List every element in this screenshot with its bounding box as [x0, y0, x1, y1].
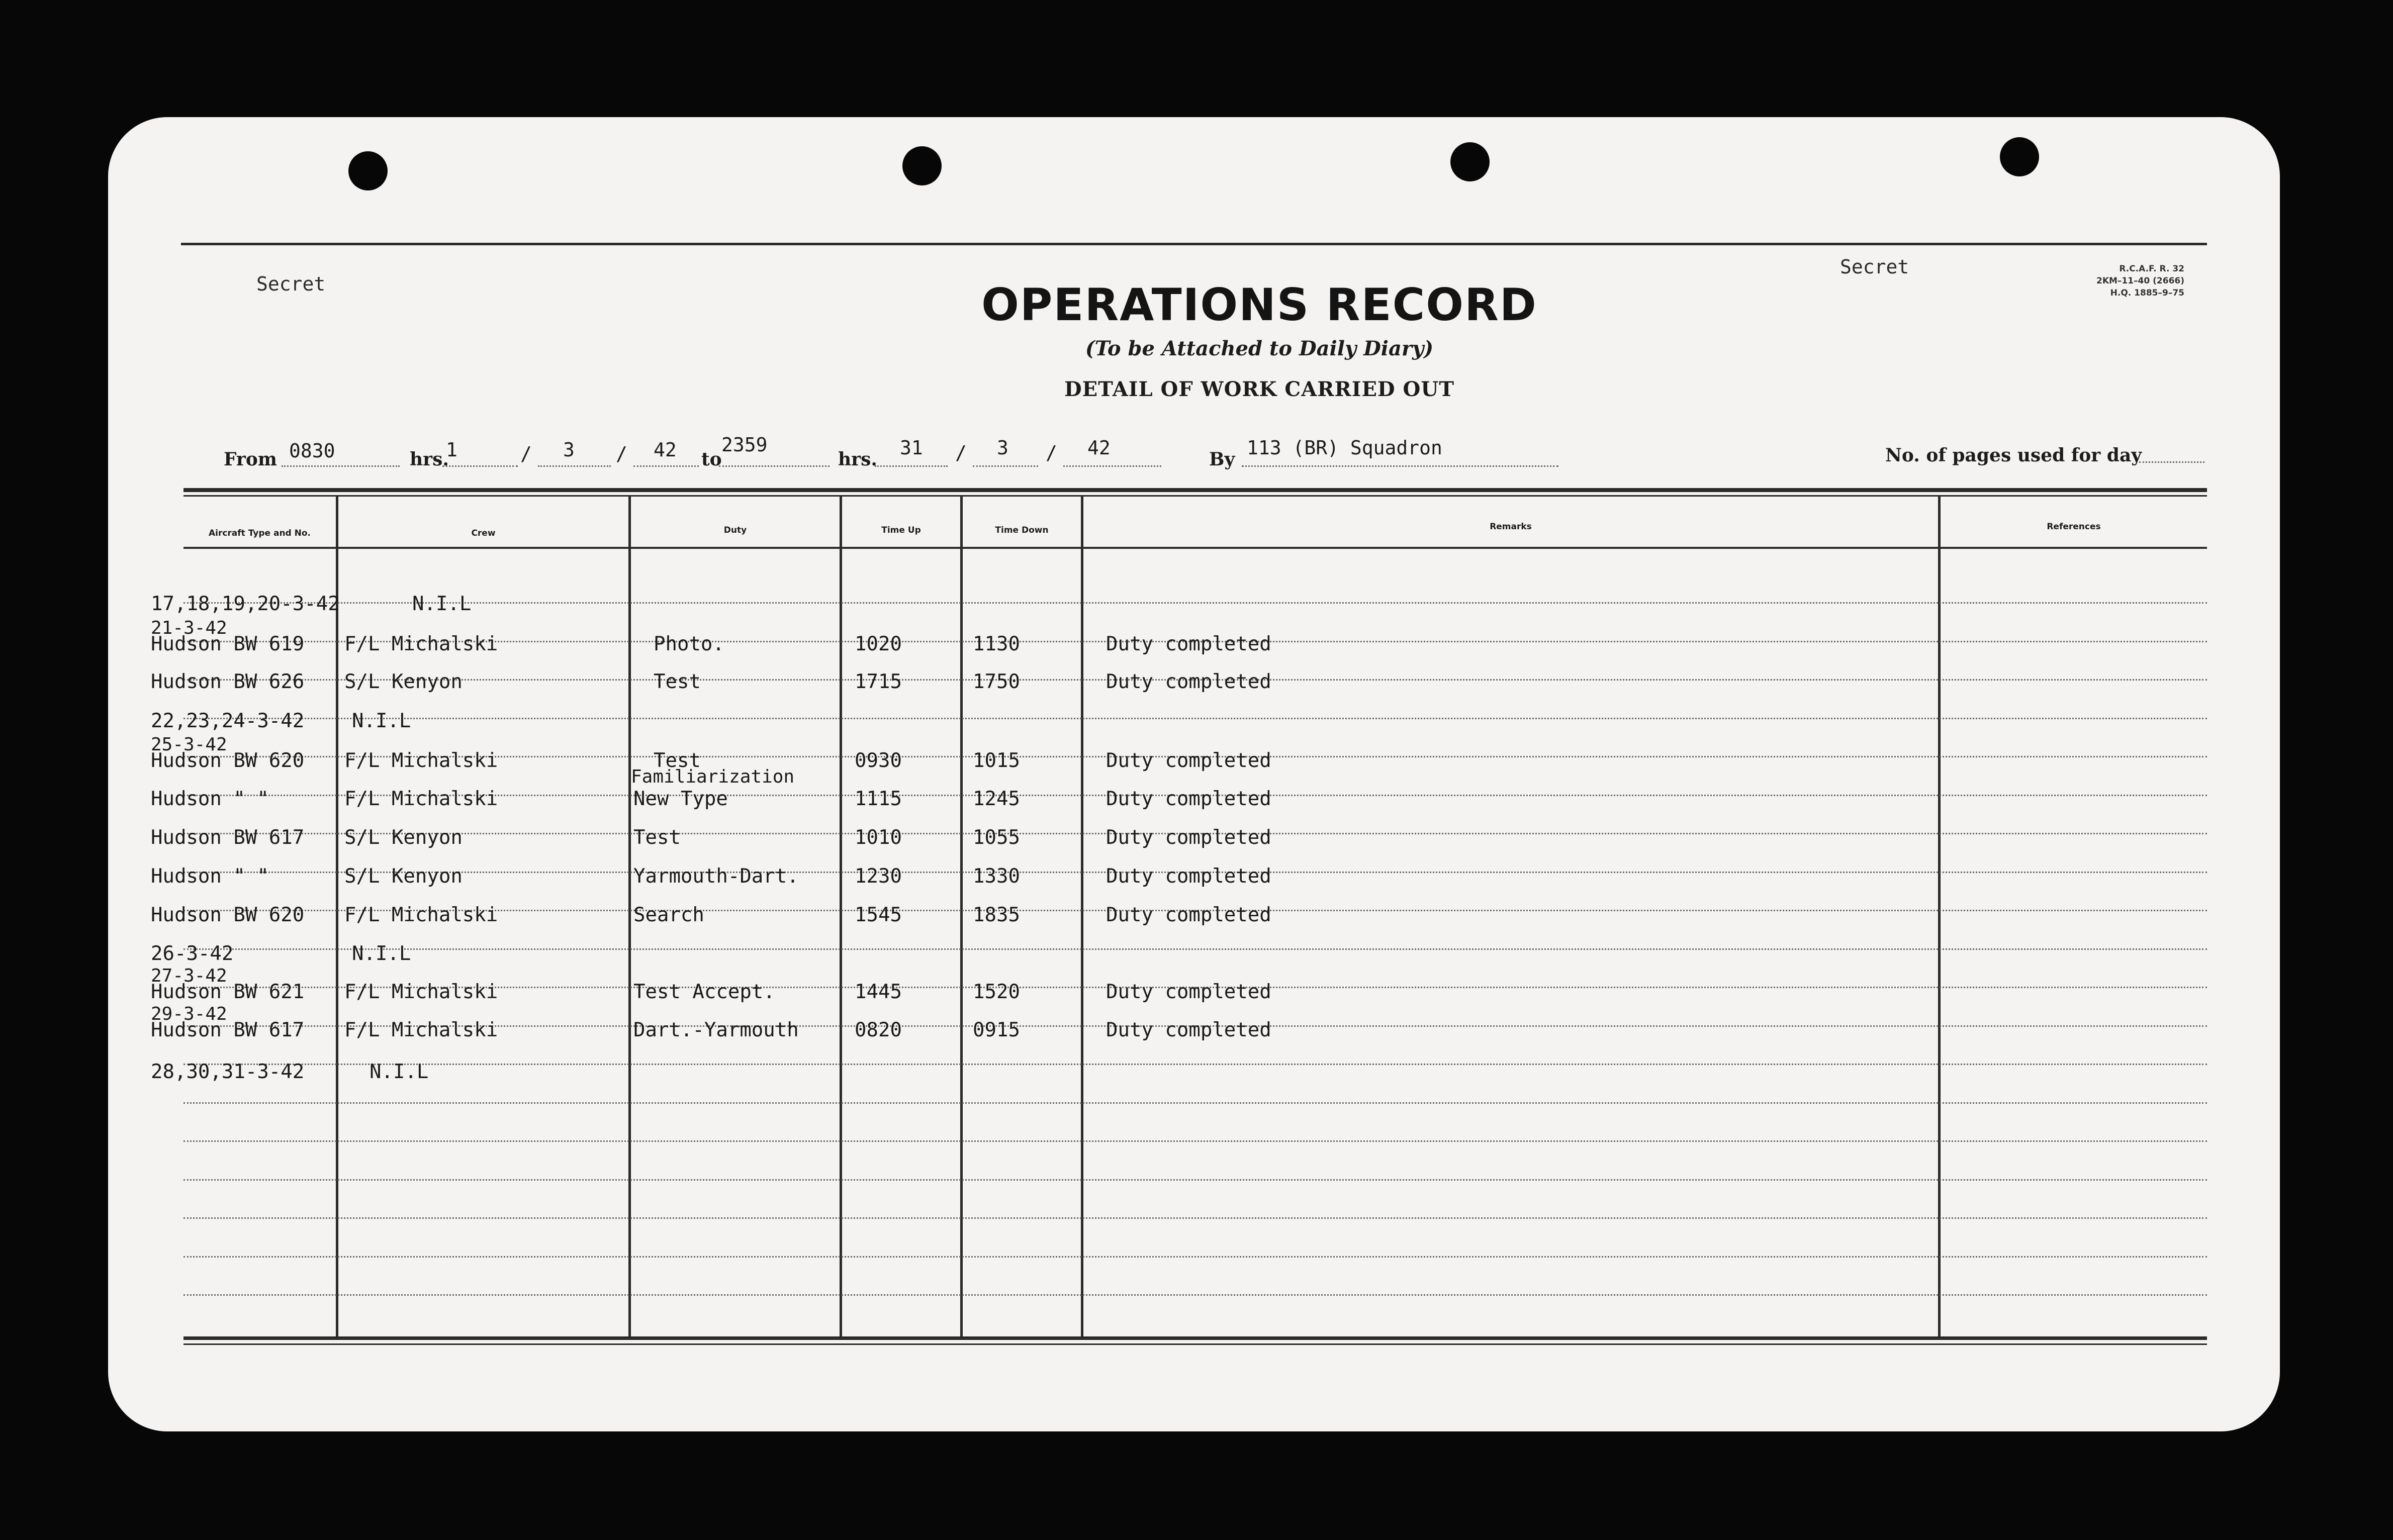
cell-aircraft: Hudson BW 620 — [151, 749, 305, 772]
cell-crew: F/L Michalski — [344, 1019, 498, 1041]
cell-aircraft: Hudson BW 626 — [151, 670, 305, 693]
from-time: 0830 — [289, 440, 335, 462]
cell-duty: Yarmouth-Dart. — [633, 865, 799, 888]
column-header-duty: Duty — [723, 525, 747, 535]
cell-time-up: 0820 — [855, 1019, 902, 1041]
cell-aircraft: Hudson " " — [151, 865, 269, 888]
column-divider — [1938, 497, 1941, 1338]
punch-hole — [348, 151, 388, 190]
cell-crew: F/L Michalski — [344, 633, 498, 655]
ruled-line — [183, 1179, 2207, 1181]
cell-time-down: 1750 — [973, 670, 1020, 693]
ruled-line — [183, 718, 2207, 719]
cell-time-up: 1010 — [855, 826, 902, 849]
column-divider — [1081, 497, 1083, 1338]
cell-time-down: 1245 — [973, 788, 1020, 810]
cell-crew: F/L Michalski — [344, 981, 498, 1003]
column-divider — [840, 497, 842, 1338]
ruled-line — [183, 602, 2207, 604]
cell-duty: New Type — [633, 788, 728, 810]
cell-remarks: Duty completed — [1106, 826, 1271, 849]
cell-duty: Test — [633, 826, 681, 849]
page-title: OPERATIONS RECORD — [981, 279, 1537, 331]
from-label: From — [224, 449, 277, 470]
cell-crew: N.I.L — [352, 942, 411, 965]
cell-crew: F/L Michalski — [344, 788, 498, 810]
cell-aircraft: Hudson BW 620 — [151, 904, 305, 926]
cell-crew: N.I.L — [370, 1061, 429, 1083]
cell-aircraft: 22,23,24-3-42 — [151, 710, 305, 732]
column-divider — [336, 497, 338, 1338]
to-time: 2359 — [721, 434, 768, 456]
cell-crew: F/L Michalski — [344, 904, 498, 926]
column-header-crew: Crew — [471, 528, 496, 538]
cell-crew: S/L Kenyon — [344, 670, 463, 693]
column-header-time-down: Time Down — [995, 525, 1049, 535]
ruled-line — [183, 1064, 2207, 1065]
cell-time-up: 1230 — [855, 865, 902, 888]
cell-time-up: 0930 — [855, 749, 902, 772]
row-date-above: 21-3-42 — [151, 618, 227, 638]
form-number-stamp: R.C.A.F. R. 32 2KM–11–40 (2666) H.Q. 1885–9–75 — [2096, 264, 2184, 298]
cell-duty: Photo. — [654, 633, 724, 655]
cell-time-up: 1445 — [855, 981, 902, 1003]
cell-aircraft: Hudson BW 617 — [151, 1019, 305, 1041]
detail-heading: DETAIL OF WORK CARRIED OUT — [1064, 377, 1455, 401]
from-year: 42 — [654, 439, 677, 461]
by-label: By — [1209, 449, 1235, 470]
ruled-line — [183, 948, 2207, 950]
to-day: 31 — [900, 437, 923, 459]
cell-duty: Test — [654, 749, 701, 772]
column-divider — [628, 497, 631, 1338]
cell-aircraft: 28,30,31-3-42 — [151, 1061, 305, 1083]
cell-time-down: 1520 — [973, 981, 1020, 1003]
cell-crew: N.I.L — [412, 593, 472, 615]
row-date-above: 27-3-42 — [151, 966, 227, 986]
hrs-label: hrs. — [838, 449, 877, 470]
top-rule — [181, 243, 2207, 245]
column-header-time-up: Time Up — [881, 525, 921, 535]
cell-time-down: 1130 — [973, 633, 1020, 655]
row-date-above: 29-3-42 — [151, 1004, 227, 1024]
punch-hole — [1450, 142, 1490, 181]
ruled-line — [183, 1140, 2207, 1142]
cell-time-down: 1015 — [973, 749, 1020, 772]
column-header-references: References — [2047, 522, 2101, 532]
cell-remarks: Duty completed — [1106, 1019, 1271, 1041]
table-bottom-rule — [183, 1336, 2207, 1340]
page-subtitle: (To be Attached to Daily Diary) — [1085, 337, 1434, 360]
column-header-remarks: Remarks — [1490, 522, 1532, 532]
cell-time-up: 1545 — [855, 904, 902, 926]
cell-time-up: 1020 — [855, 633, 902, 655]
ruled-line — [183, 1102, 2207, 1104]
cell-remarks: Duty completed — [1106, 788, 1271, 810]
table-top-rule — [183, 488, 2207, 492]
cell-aircraft: 17,18,19,20-3-42 — [151, 593, 340, 615]
to-label: to — [701, 449, 722, 470]
column-divider — [960, 497, 963, 1338]
cell-time-down: 1055 — [973, 826, 1020, 849]
squadron-name: 113 (BR) Squadron — [1247, 437, 1442, 459]
hrs-label: hrs. — [410, 449, 449, 470]
operations-record-card: Secret Secret R.C.A.F. R. 32 2KM–11–40 (2666) H.Q. 1885–9–75 OPERATIONS RECORD (To be Attached to Daily Diary) DETAIL OF WORK CARRIED OUT From 0830 hrs. 1 / 3 / 42 to 2359 hrs. 31 / 3 / 42 By 113 (BR) Squadron No. of pages used for day Aircraft Type and No. Crew Duty Time Up Time Down Remarks References 17,18,19,20-3-42 N.I.L 21-3-42 Hudson BW 619 F/L Michalski Photo. 1020 1130 Duty completed Hudson BW 626 S/L Kenyon Test 1715 1750 Duty completed 22,23,24-3-42 N.I.L 25-3-42 Hudson BW 620 F/L Michalski Test 0930 1015 Duty completed Hudson " " F/L Michalski Familiarization New Type 1115 1245 Duty completed Hudson BW 617 S/L Kenyon Test 1010 1055 Duty completed Hudson " " S/L Kenyon Yarmouth-Dart. 1230 1330 Duty completed Hudson BW 620 F/L Michalski Search 1545 1835 Duty completed 26-3-42 N.I.L 27-3-42 Hudson BW 621 F/L Michalski Test Accept. 1445 1520 Duty completed 29-3-42 Hudson BW 617 F/L Michalski Dart.-Yarmouth 0820 0915 Duty completed 28,30,31-3-42 N.I.L — [108, 117, 2280, 1431]
cell-duty: Test Accept. — [633, 981, 775, 1003]
cell-crew: S/L Kenyon — [344, 865, 463, 888]
cell-remarks: Duty completed — [1106, 670, 1271, 693]
table-header-rule — [183, 547, 2207, 549]
ruled-line — [183, 1294, 2207, 1296]
cell-aircraft: Hudson BW 617 — [151, 826, 305, 849]
cell-aircraft: 26-3-42 — [151, 942, 234, 965]
cell-duty: Test — [654, 670, 701, 693]
cell-aircraft: Hudson BW 621 — [151, 981, 305, 1003]
cell-remarks: Duty completed — [1106, 865, 1271, 888]
cell-duty: Dart.-Yarmouth — [633, 1019, 799, 1041]
pages-used-label: No. of pages used for day — [1885, 445, 2142, 466]
cell-time-down: 1835 — [973, 904, 1020, 926]
cell-crew: N.I.L — [352, 710, 411, 732]
cell-duty-above: Familiarization — [631, 766, 795, 787]
cell-aircraft: Hudson " " — [151, 788, 269, 810]
cell-aircraft: Hudson BW 619 — [151, 633, 305, 655]
to-month: 3 — [997, 437, 1008, 459]
ruled-line — [183, 1217, 2207, 1219]
punch-hole — [2000, 137, 2039, 176]
from-month: 3 — [563, 439, 575, 461]
cell-duty: Search — [633, 904, 704, 926]
cell-time-down: 0915 — [973, 1019, 1020, 1041]
cell-remarks: Duty completed — [1106, 904, 1271, 926]
from-day: 1 — [446, 439, 457, 461]
cell-remarks: Duty completed — [1106, 749, 1271, 772]
cell-crew: S/L Kenyon — [344, 826, 463, 849]
secret-label-right: Secret — [1840, 256, 1909, 278]
cell-remarks: Duty completed — [1106, 633, 1271, 655]
cell-time-up: 1115 — [855, 788, 902, 810]
cell-time-up: 1715 — [855, 670, 902, 693]
secret-label-left: Secret — [256, 273, 326, 295]
row-date-above: 25-3-42 — [151, 734, 227, 755]
to-year: 42 — [1087, 437, 1111, 459]
cell-time-down: 1330 — [973, 865, 1020, 888]
ruled-line — [183, 1256, 2207, 1258]
cell-crew: F/L Michalski — [344, 749, 498, 772]
column-header-aircraft: Aircraft Type and No. — [208, 528, 311, 538]
cell-remarks: Duty completed — [1106, 981, 1271, 1003]
punch-hole — [902, 146, 942, 185]
